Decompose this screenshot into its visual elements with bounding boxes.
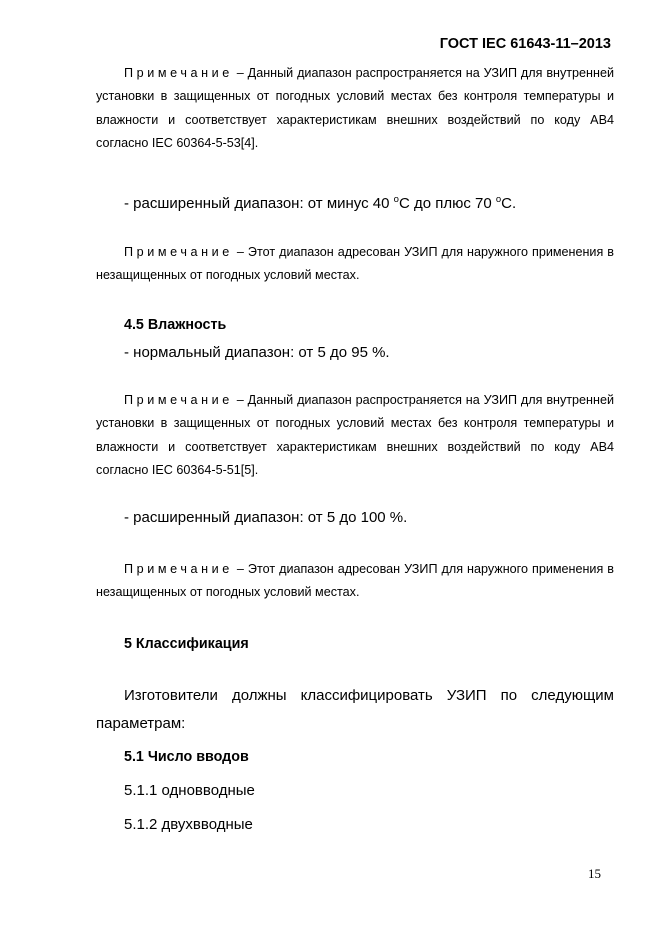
list-item: 5.1.2 двухвводные — [124, 816, 253, 833]
note-label: Примечание — [124, 562, 233, 576]
note-label: Примечание — [124, 245, 233, 259]
note-paragraph — [96, 558, 614, 605]
document-header: ГОСТ IEC 61643-11–2013 — [439, 36, 611, 52]
section-heading-humidity: 4.5 Влажность — [124, 317, 227, 333]
list-item: 5.1.1 одновводные — [124, 782, 255, 799]
humidity-extended-range: - расширенный диапазон: от 5 до 100 %. — [124, 509, 408, 526]
page-number: 15 — [588, 866, 601, 881]
section-heading-classification: 5 Классификация — [124, 636, 249, 652]
note-label: Примечание — [124, 66, 233, 80]
humidity-normal-range: - нормальный диапазон: от 5 до 95 %. — [124, 344, 390, 361]
note-text: – Данный диапазон распространяется на УЗИП для внутренней установки в защищенных от погодных условий местах без контроля температуры и влажности и соответствует характеристикам внешних воздействий по коду AB4 согласно IEC 60364-5-53[4]. — [96, 66, 614, 150]
note-label: Примечание — [124, 393, 233, 407]
note-text: – Этот диапазон адресован УЗИП для наружного применения в незащищенных от погодных условий местах. — [96, 245, 614, 283]
degree-superscript: o — [393, 194, 399, 205]
degree-superscript: o — [495, 194, 502, 205]
classification-intro: Изготовители должны классифицировать УЗИП по следующим параметрам: — [96, 687, 614, 732]
note-text: – Данный диапазон распространяется на УЗИП для внутренней установки в защищенных от погодных условий местах без контроля температуры и влажности и соответствует характеристикам внешних воздействий по коду AB4 согласно IEC 60364-5-51[5]. — [96, 393, 614, 477]
temperature-extended-range: - расширенный диапазон: от минус 40 $^o$C до плюс 70 $^o$C. — [124, 194, 517, 212]
note-paragraph — [96, 389, 614, 482]
note-paragraph — [96, 62, 614, 155]
note-paragraph — [96, 241, 614, 288]
note-text: – Этот диапазон адресован УЗИП для наружного применения в незащищенных от погодных условий местах. — [96, 562, 614, 600]
subsection-heading-inputs: 5.1 Число вводов — [124, 749, 249, 765]
